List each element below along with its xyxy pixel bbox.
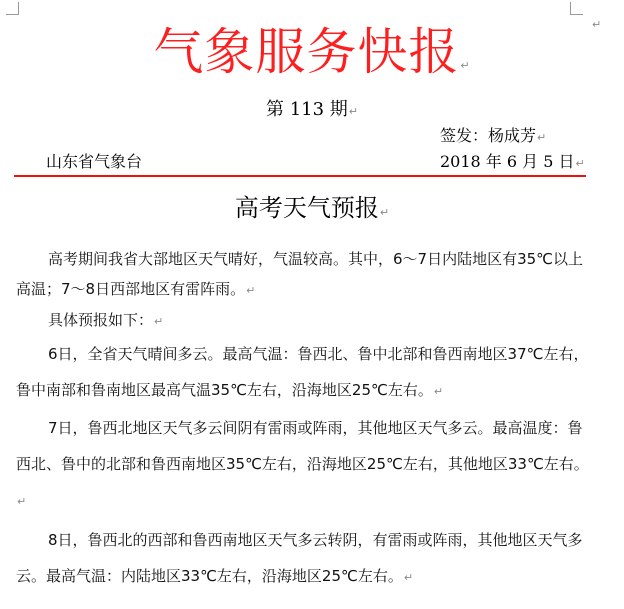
paragraph-mark: ↵ [348,105,359,118]
forecast-heading-line [0,192,624,229]
forecast-heading: 高考天气预报 [234,194,379,222]
issue-line [0,98,624,124]
paragraph-mark: ↵ [575,157,585,170]
paragraph-mark: ↵ [460,59,471,72]
paragraph-mark: ↵ [403,571,414,584]
issue-date-line [440,151,585,175]
paragraph-mark: ↵ [17,495,27,508]
day-forecast-text: 6日，全省天气晴间多云。最高气温：鲁西北、鲁中北部和鲁西南地区37℃左右，鲁中南部和鲁南地区最高气温35℃左右，沿海地区25℃左右。 [16,345,589,399]
lead-paragraph [16,306,592,336]
bulletin-title: 气象服务快报 [153,23,460,81]
lead-text: 具体预报如下： [48,311,154,329]
signer-line [440,125,546,149]
day-forecast-paragraph [16,336,592,410]
red-divider [14,175,586,177]
paragraph-mark: ↵ [154,315,164,328]
paragraph-mark: ↵ [537,131,547,144]
intro-text: 高考期间我省大部地区天气晴好，气温较高。其中，6～7日内陆地区有35℃以上高温；7～8日西部地区有雷阵雨。 [16,250,584,298]
issue-date: 2018 年 6 月 5 日 [440,152,575,171]
bulletin-title-line [0,22,624,96]
day-forecast-paragraph [16,522,592,596]
paragraph-mark: ↵ [592,18,602,31]
paragraph-mark: ↵ [433,385,444,398]
day-forecast-paragraph [16,410,592,520]
day-forecast-text: 8日，鲁西北的西部和鲁西南地区天气多云转阴，有雷雨或阵雨，其他地区天气多云。最高气温：内陆地区33℃左右，沿海地区25℃左右。 [16,531,583,585]
intro-paragraph [16,244,592,306]
paragraph-mark: ↵ [379,206,390,219]
page-corner-mark-right [570,2,583,15]
day-forecast-text: 7日，鲁西北地区天气多云间阴有雷雨或阵雨，其他地区天气多云。最高温度：鲁西北、鲁中的北部和鲁西南地区35℃左右，沿海地区25℃左右，其他地区33℃左右。 [16,419,589,473]
paragraph-mark: ↵ [246,284,256,297]
issue-number: 第 113 期 [265,99,348,120]
signer: 签发：杨成芳 [440,126,537,145]
page-corner-mark-left [6,2,19,15]
issuing-org: 山东省气象台 [46,152,143,171]
